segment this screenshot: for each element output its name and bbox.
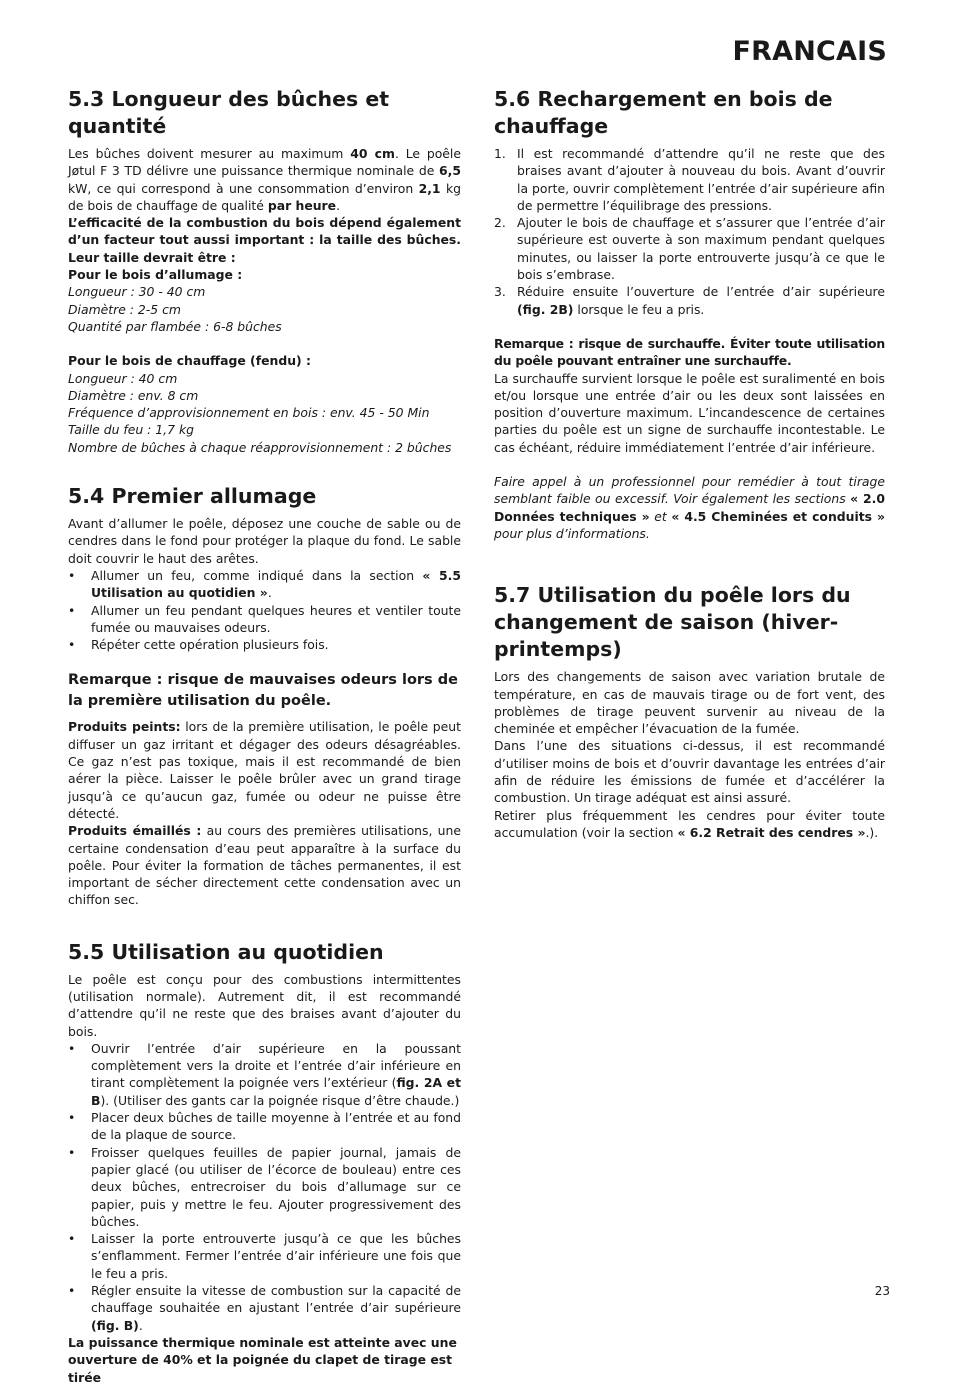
list-item: • Allumer un feu pendant quelques heures et ventiler toute fumée ou mauvaises odeurs. [68,602,461,637]
text: Allumer un feu, comme indiqué dans la section [91,567,423,583]
text-bold: L’efficacité de la combustion du bois dépend également d’un facteur tout aussi important : la taille des bûches. Leur taille devrait être : [68,215,461,265]
list-item [494,145,885,214]
text-bold: Pour le bois d’allumage : [68,267,243,283]
kindling-quantity: Quantité par flambée : 6-8 bûches [68,318,282,334]
text: Il est recommandé d’attendre qu’il ne reste que des braises avant d’ajouter à nouveau du bois. Avant d’ouvrir la porte, ouvrir complètement l’entrée d’air supérieure afin de permettre l’équilibrage des pressions. [517,146,885,213]
text: Réduire ensuite l’ouverture de l’entrée d’air supérieure [517,284,885,300]
odour-remark: Remarque : risque de mauvaises odeurs lors de la première utilisation du poêle. [68,672,458,710]
firewood-frequency: Fréquence d’approvisionnement en bois : env. 45 - 50 Min [68,405,430,421]
text-bold: La puissance thermique nominale est atteinte avec une ouverture de 40% et la poignée du clapet de tirage est tirée [68,1334,457,1385]
season-paragraph-3 [494,807,885,842]
text-bold: (fig. 2B) [517,301,574,317]
list-item [68,1040,461,1109]
text-bold: Produits émaillés : [68,823,202,839]
text-bold: « 4.5 Cheminées et conduits » [671,508,885,524]
nominal-output-note [68,1334,461,1386]
list-item: • Placer deux bûches de taille moyenne à l’entrée et au fond de la plaque de source. [68,1109,461,1144]
text-bold: « 5.5 Utilisation au quotidien » [91,567,461,601]
text-bold: 40 cm [350,146,395,161]
firewood-log-count: Nombre de bûches à chaque réapprovisionnement : 2 bûches [68,439,452,455]
first-fire-list [68,567,461,653]
step-number: 1. [494,146,506,161]
firewood-fire-size: Taille du feu : 1,7 kg [68,422,194,438]
text: lors de la première utilisation, le poêle peut diffuser un gaz irritant et dégager des odeurs désagréables. Ce gaz n’est pas toxique, mais il est recommandé de bien aérer la pièce. Laisser le poêle brûler avec un grand tirage jusqu’à ce qu’aucun gaz, fumée ou odeur ne puisse être détecté. [68,719,461,821]
text: . [336,197,341,213]
list-item [68,567,461,602]
list-item: • Froisser quelques feuilles de papier journal, jamais de papier glacé (ou utiliser de l’écorce de bouleau) entre ces deux bûches, entrecroiser du bois d’allumage sur ce papier, puis y mettre le feu. Ajouter progressivement des bûches. [68,1144,461,1230]
text: .). [865,824,879,840]
efficiency-note [68,214,461,266]
log-length-paragraph [68,145,461,214]
section-5-3-title: 5.3 Longueur des bûches et quantité [68,87,390,138]
text: Régler ensuite la vitesse de combustion sur la capacité de chauffage souhaitée en ajustant l’entrée d’air supérieure [91,1283,461,1316]
overheat-paragraph: La surchauffe survient lorsque le poêle est suralimenté en bois et/ou lorsque une entrée d’air ou les deux sont laissées en position d’ouverture maximum. L’incandescence de certaines parties du poêle est un signe de surchauffe incontestable. Le cas échéant, réduire immédiatement l’entrée d’air inférieure. [494,370,885,455]
section-5-4-title: 5.4 Premier allumage [68,484,317,509]
text: lorsque le feu a pris. [573,301,705,317]
firewood-heading [68,352,461,369]
text: Les bûches doivent mesurer au maximum [68,146,351,161]
professional-note [494,473,885,542]
section-5-6-title: 5.6 Rechargement en bois de chauffage [494,87,833,138]
step-number: 3. [494,284,506,300]
text-bold: Pour le bois de chauffage (fendu) : [68,353,311,369]
list-item: • Laisser la porte entrouverte jusqu’à ce que les bûches s’enflamment. Fermer l’entrée d’air inférieure une fois que le feu a pris. [68,1230,461,1282]
enamel-products [68,822,461,908]
kindling-diameter: Diamètre : 2-5 cm [68,301,181,317]
page-number: 23 [874,1284,890,1298]
section-5-5-title: 5.5 Utilisation au quotidien [68,939,384,964]
text: kg de bois de chauffage de qualité [68,180,462,213]
text-italic: pour plus d’informations. [494,525,650,541]
text: ). (Utiliser des gants car la poignée risque d’être chaude.) [100,1092,460,1108]
reload-steps [494,145,885,318]
list-item [494,214,885,283]
step-number: 2. [494,215,506,231]
language-heading: FRANCAIS [732,36,887,67]
left-column [68,86,461,1386]
list-item [68,1282,461,1334]
text-bold: 2,1 [418,180,441,196]
daily-use-intro: Le poêle est conçu pour des combustions intermittentes (utilisation normale). Autrement dit, il est recommandé d’attendre qu’il ne reste que des braises avant d’ajouter du bois. [68,971,461,1039]
text-bold: 6,5 [439,163,461,179]
section-5-7-title: 5.7 Utilisation du poêle lors du changement de saison (hiver-printemps) [494,583,851,662]
overheat-remark [494,335,885,370]
list-item: • Répéter cette opération plusieurs fois. [68,636,461,653]
text-bold: Produits peints: [68,719,181,735]
season-paragraph-1: Lors des changements de saison avec variation brutale de température, en cas de mauvais tirage ou de fort vent, des problèmes de tirage peuvent survenir au niveau de la cheminée et empêcher l’évacuation de la fumée. [494,669,885,737]
text-bold: (fig. B) [91,1317,139,1333]
firewood-diameter: Diamètre : env. 8 cm [68,387,199,403]
kindling-heading [68,266,461,283]
text-bold: « 2.0 Données techniques » [494,491,885,524]
first-fire-intro: Avant d’allumer le poêle, déposez une couche de sable ou de cendres dans le fond pour protéger la plaque du fond. Le sable doit couvrir le haut des arêtes. [68,516,461,566]
text-bold: Remarque : risque de surchauffe. Éviter toute utilisation du poêle pouvant entraîner une surchauffe. [494,335,885,369]
right-column [494,86,885,841]
kindling-length: Longueur : 30 - 40 cm [68,284,206,300]
text-bold: par heure [267,197,337,213]
text: . Le poêle Jøtul F 3 TD délivre une puissance thermique nominale de [68,146,461,179]
firewood-length: Longueur : 40 cm [68,370,178,386]
text: . [138,1317,143,1333]
text: Ouvrir l’entrée d’air supérieure en la poussant complètement vers la droite et l’entrée d’air inférieure en tirant complètement la poignée vers l’extérieur ( [91,1040,461,1091]
text: . [267,585,272,601]
text: kW, ce qui correspond à une consommation d’environ [68,180,419,196]
text-italic: et [649,508,672,524]
daily-use-list [68,1040,461,1334]
season-paragraph-2: Dans l’une des situations ci-dessus, il est recommandé d’utiliser moins de bois et d’ouvrir davantage les entrées d’air afin de réduire les émissions de fumée et d’accélérer la combustion. Un tirage adéquat est ainsi assuré. [494,738,885,806]
text: Ajouter le bois de chauffage et s’assurer que l’entrée d’air supérieure est ouverte à son maximum pendant quelques minutes, ou laisser la porte entrouverte jusqu’à ce que le bois s’embrase. [517,215,885,283]
painted-products [68,718,461,822]
text: au cours des premières utilisations, une certaine condensation d’eau peut apparaître à la surface du poêle. Pour éviter la formation de tâches permanentes, il est important de sécher directement cette condensation avec un chiffon sec. [68,823,461,908]
list-item [494,283,885,318]
text-bold: « 6.2 Retrait des cendres » [677,824,866,840]
text-italic: Faire appel à un professionnel pour remédier à tout tirage semblant faible ou excessif. Voir également les sections [494,474,885,507]
text-bold: fig. 2A et B [91,1075,461,1108]
text: Retirer plus fréquemment les cendres pour éviter toute accumulation (voir la section [494,807,885,840]
